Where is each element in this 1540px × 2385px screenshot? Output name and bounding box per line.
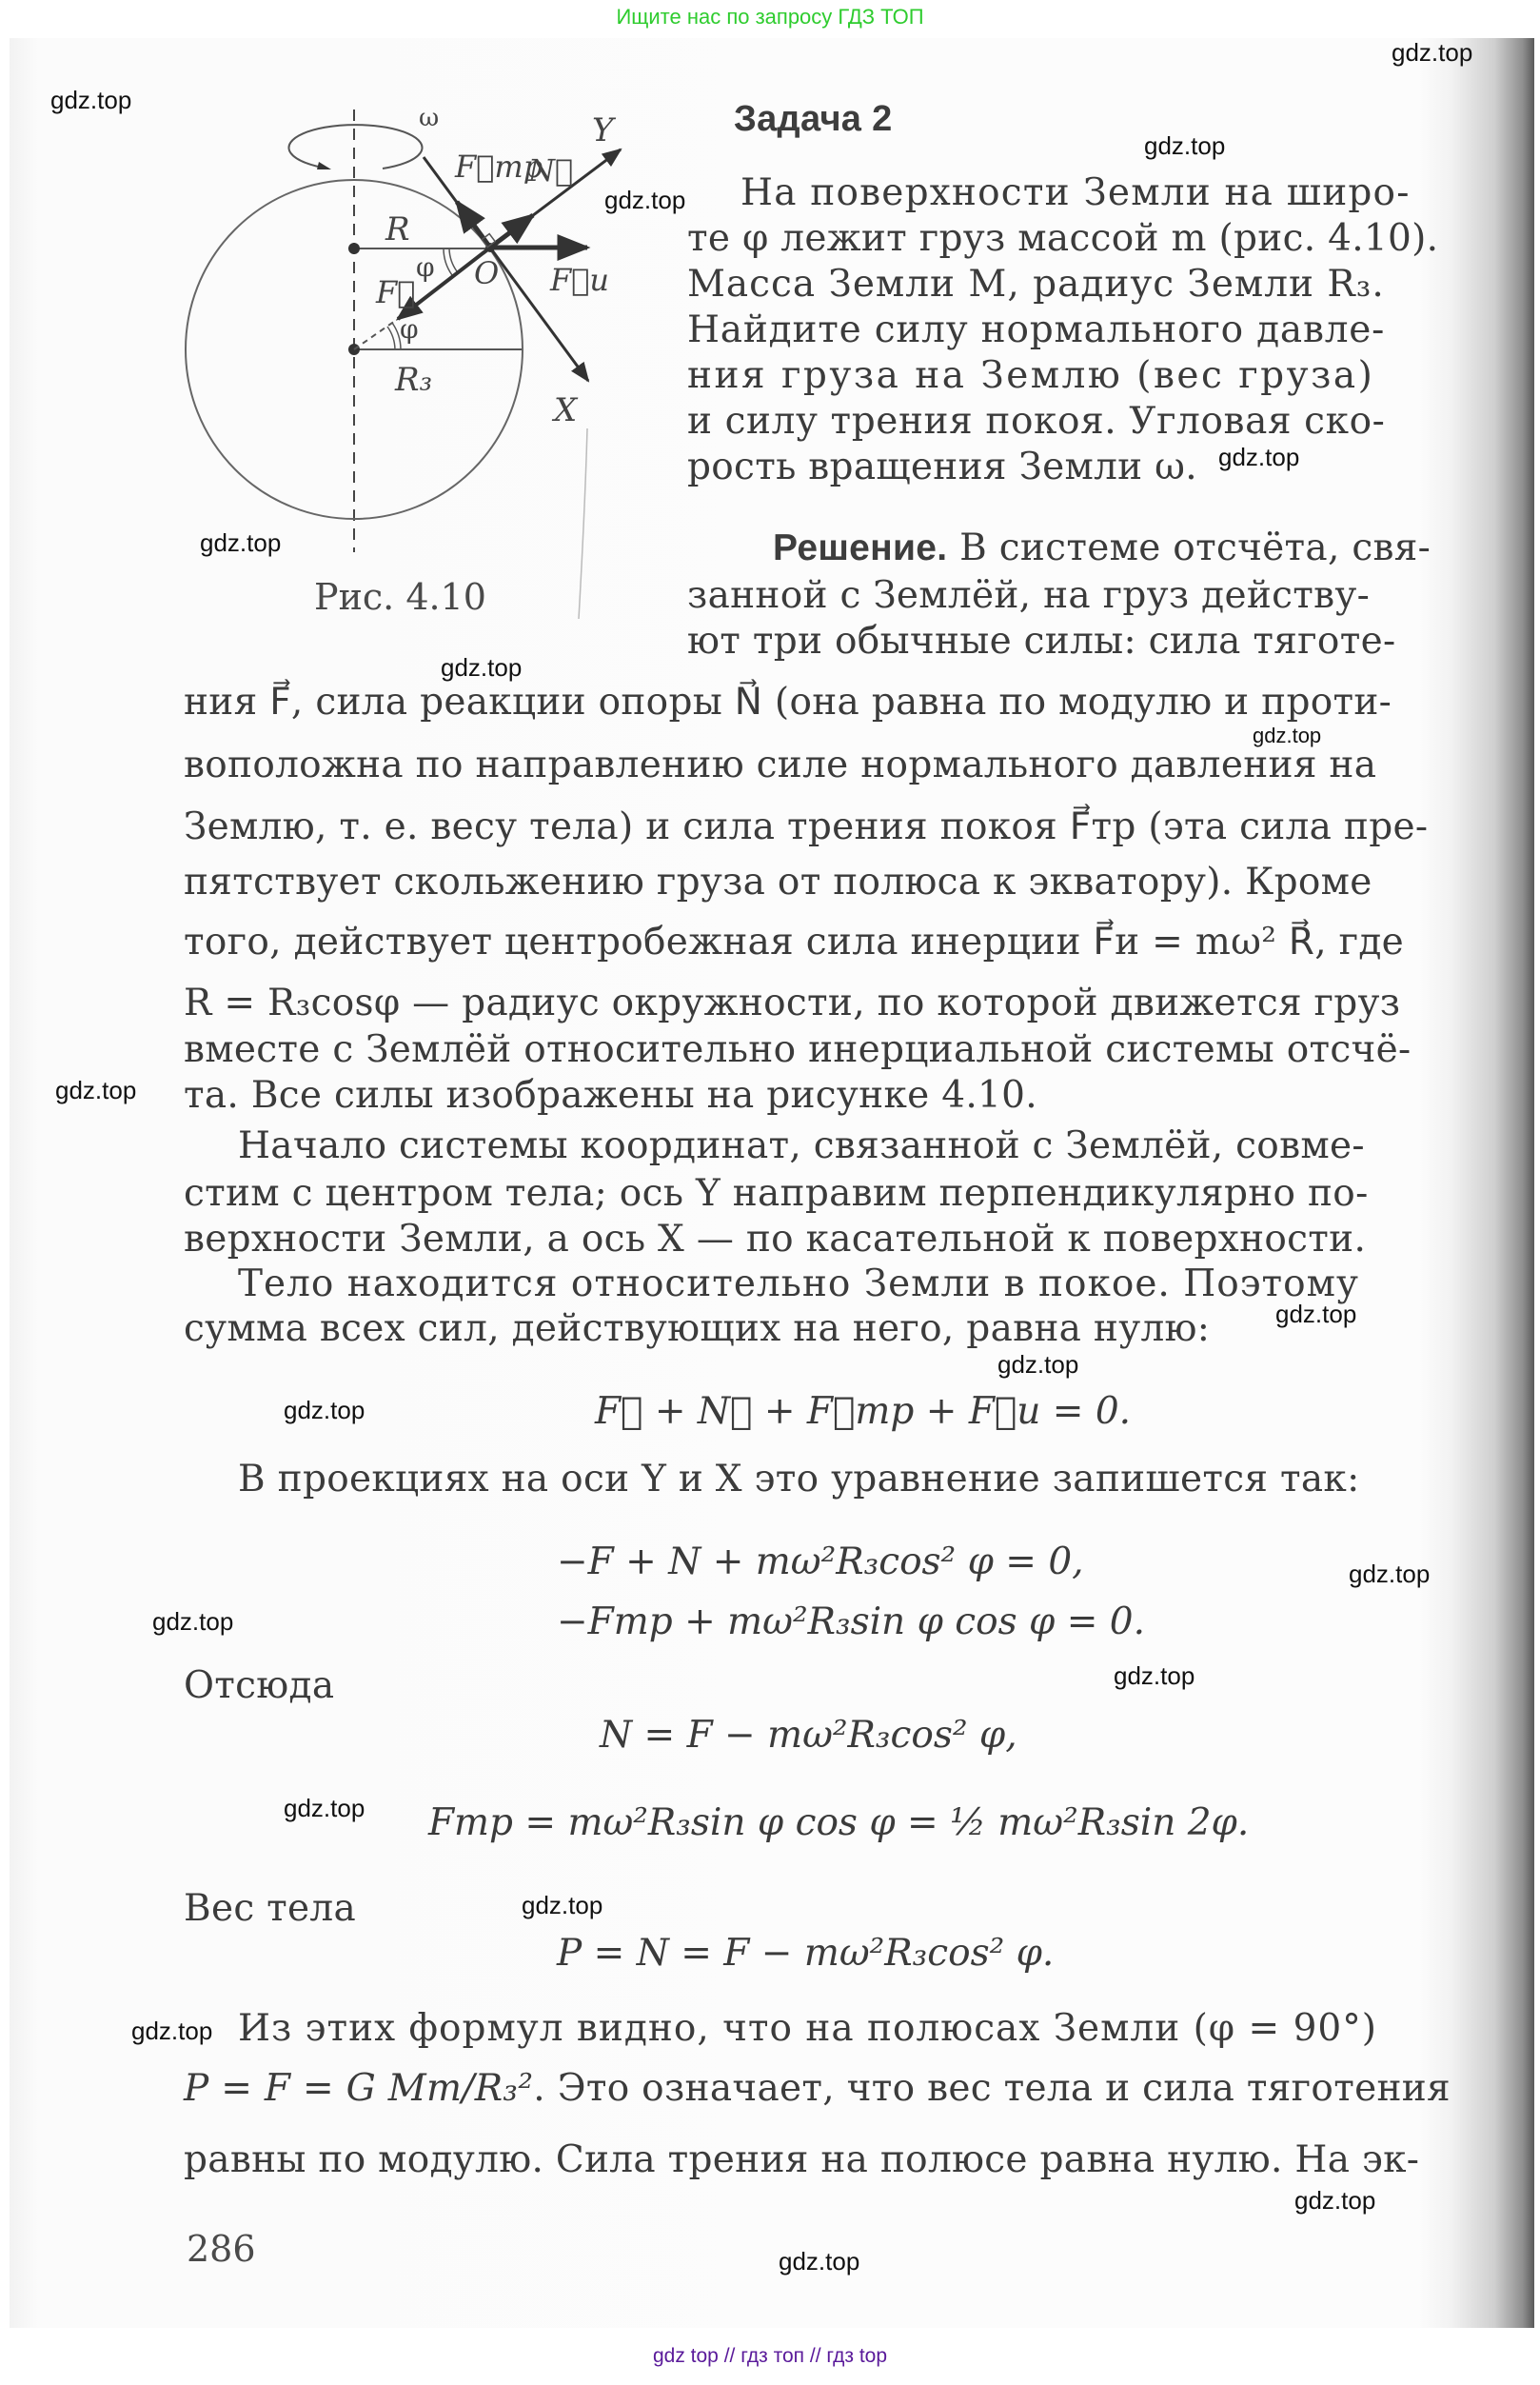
solution-line: та. Все силы изображены на рисунке 4.10. <box>184 1074 1037 1117</box>
watermark: gdz.top <box>522 1891 603 1919</box>
solution-line: В проекциях на оси Y и X это уравнение запишется так: <box>238 1458 1360 1501</box>
solution-first-line: Решение. В системе отсчёта, свя- <box>773 527 1431 569</box>
hence-label: Отсюда <box>184 1664 335 1707</box>
weight-label: Вес тела <box>184 1887 357 1930</box>
watermark: gdz.top <box>1253 724 1322 747</box>
page-number: 286 <box>187 2228 256 2270</box>
equation-Ftr: Fтр = mω²R₃sin φ cos φ = ½ mω²R₃sin 2φ. <box>428 1801 1250 1844</box>
watermark: gdz.top <box>152 1607 234 1636</box>
watermark: gdz.top <box>284 1396 365 1424</box>
N-label: N⃗ <box>528 152 574 189</box>
task-title: Задача 2 <box>734 99 893 139</box>
watermark: gdz.top <box>1294 2186 1376 2215</box>
omega-label: ω <box>419 104 440 132</box>
statement-line: и силу трения покоя. Угловая ско- <box>687 400 1386 443</box>
solution-line: верхности Земли, а ось X — по касательной к поверхности. <box>184 1218 1367 1261</box>
svg-text:φ: φ <box>400 313 419 345</box>
solution-line: занной с Землёй, на груз действу- <box>687 574 1371 617</box>
watermark: gdz.top <box>1218 443 1300 471</box>
Y-label: Y <box>592 111 614 149</box>
Fi-label: F⃗и <box>550 262 610 298</box>
watermark: gdz.top <box>779 2247 860 2276</box>
solution-line: равны по модулю. Сила трения на полюсе равна нулю. На эк- <box>184 2138 1420 2181</box>
solution-line: Начало системы координат, связанной с Землёй, совме- <box>238 1124 1365 1167</box>
solution-line: ния F⃗, сила реакции опоры N⃗ (она равна по модулю и проти- <box>184 681 1392 724</box>
watermark: gdz.top <box>1392 38 1473 67</box>
watermark: gdz.top <box>1275 1300 1357 1328</box>
equation-x-projection: −Fтр + mω²R₃sin φ cos φ = 0. <box>557 1600 1146 1643</box>
solution-line: воположна по направлению силе нормального давления на <box>184 744 1377 786</box>
watermark: gdz.top <box>1114 1661 1195 1690</box>
statement-line: ния груза на Землю (вес груза) <box>687 354 1375 397</box>
solution-line: сумма всех сил, действующих на него, равна нулю: <box>184 1307 1211 1350</box>
solution-line: вместе с Землёй относительно инерциальной системы отсчё- <box>184 1028 1412 1071</box>
equation-N: N = F − mω²R₃cos² φ, <box>600 1714 1017 1757</box>
top-banner: Ищите нас по запросу ГДЗ ТОП <box>616 5 924 29</box>
watermark: gdz.top <box>55 1076 137 1104</box>
Ftr-label: F⃗тр <box>455 149 543 185</box>
solution-line: Из этих формул видно, что на полюсах Земли (φ = 90°) <box>238 2007 1377 2050</box>
solution-line: стим с центром тела; ось Y направим перпендикулярно по- <box>184 1172 1369 1215</box>
statement-line: Найдите силу нормального давле- <box>687 308 1386 351</box>
bottom-banner: gdz top // гдз топ // гдз top <box>652 2345 888 2367</box>
solution-line: того, действует центробежная сила инерции F⃗и = mω² R⃗, где <box>184 921 1405 964</box>
equation-vector-sum: F⃗ + N⃗ + F⃗тр + F⃗и = 0. <box>595 1390 1132 1433</box>
statement-line: На поверхности Земли на широ- <box>740 171 1411 214</box>
watermark: gdz.top <box>284 1794 365 1822</box>
solution-label: Решение. <box>773 527 948 568</box>
Ftr-vector <box>457 202 490 248</box>
statement-line: те φ лежит груз массой m (рис. 4.10). <box>687 217 1439 260</box>
watermark: gdz.top <box>131 2017 213 2045</box>
F-label: F⃗ <box>376 274 416 310</box>
N-vector <box>490 215 533 248</box>
solution-line: пятствует скольжению груза от полюса к экватору). Кроме <box>184 861 1372 904</box>
watermark: gdz.top <box>1349 1560 1431 1588</box>
R3-label: R₃ <box>395 361 433 399</box>
watermark: gdz.top <box>1144 131 1226 160</box>
solution-line: Тело находится относительно Земли в покое. Поэтому <box>238 1262 1359 1305</box>
solution-line: ют три обычные силы: сила тяготе- <box>687 620 1396 663</box>
figure-caption: Рис. 4.10 <box>314 576 486 618</box>
watermark: gdz.top <box>997 1350 1079 1379</box>
pole-formula: P = F = G Mm/R₃² <box>184 2067 534 2110</box>
statement-line: Масса Земли M, радиус Земли R₃. <box>687 263 1385 306</box>
solution-line: Землю, т. е. весу тела) и сила трения покоя F⃗тр (эта сила пре- <box>184 805 1429 848</box>
statement-line: рость вращения Земли ω. <box>687 446 1197 488</box>
O-label: O <box>474 255 500 291</box>
watermark: gdz.top <box>50 86 132 114</box>
rotation-arrow <box>289 125 423 169</box>
svg-text:φ: φ <box>416 251 435 283</box>
watermark: gdz.top <box>604 186 686 214</box>
solution-line: P = F = G Mm/R₃². Это означает, что вес тела и сила тяготения <box>184 2067 1451 2110</box>
R-label: R <box>385 210 410 248</box>
solution-line: R = R₃cosφ — радиус окружности, по которой движется груз <box>184 982 1401 1024</box>
X-label: X <box>554 391 578 429</box>
watermark: gdz.top <box>200 528 282 557</box>
equation-P: P = N = F − mω²R₃cos² φ. <box>557 1932 1055 1975</box>
watermark: gdz.top <box>441 653 523 682</box>
equation-y-projection: −F + N + mω²R₃cos² φ = 0, <box>557 1540 1084 1583</box>
